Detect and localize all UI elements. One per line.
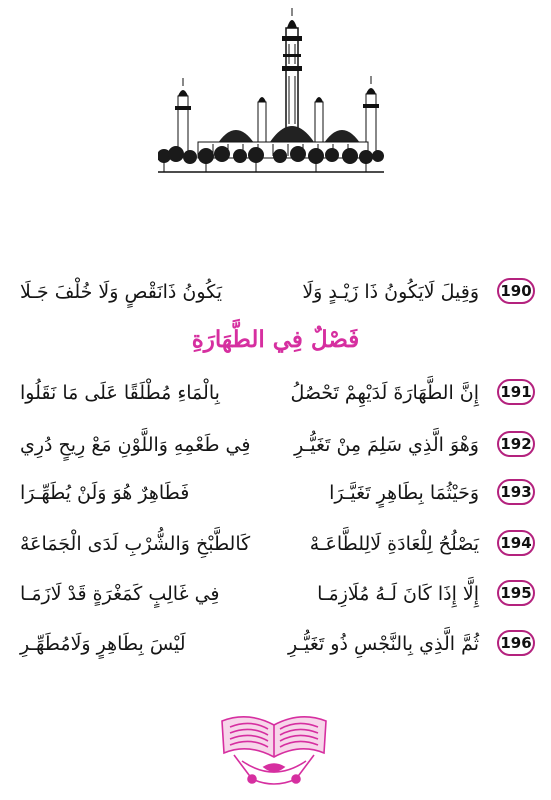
verse-second-hemistich: فَطَاهِرٌ هُوَ وَلَنْ يُطَهِّـرَا [20, 482, 190, 504]
verse-row [0, 574, 551, 614]
verse-first-hemistich: إِنَّ الطَّهَارَةَ لَدَيْهِمْ تَحْصُلُ [290, 382, 479, 404]
verse-second-hemistich: لَيْسَ بِطَاهِرٍ وَلَامُطَهِّـرِ [20, 633, 186, 655]
verse-row [0, 425, 551, 465]
verse-second-hemistich: يَكُونُ ذَانَقْصٍ وَلَا خُلْفَ جَـلَا [20, 281, 222, 303]
verse-second-hemistich: كَالطَّبْخِ وَالشُّرْبِ لَدَى الْجَمَاعَهْ [20, 533, 251, 555]
verse-row [0, 624, 551, 664]
verse-second-hemistich: فِي طَعْمِهِ وَاللَّوْنِ مَعْ رِيحٍ دُرِي [20, 434, 251, 456]
open-book-on-stand-icon [212, 703, 336, 789]
verse-row [0, 524, 551, 564]
verse-number-badge: 190 [497, 278, 535, 304]
verse-first-hemistich: إِلَّا إِذَا كَانَ لَـهُ مُلَازِمَـا [317, 583, 479, 605]
verse-number-badge: 196 [497, 630, 535, 656]
verse-first-hemistich: وَقِيلَ لَايَكُونُ ذَا زَيْـدٍ وَلَا [302, 281, 479, 303]
verse-first-hemistich: ثُمَّ الَّذِي بِالنَّجْسِ ذُو تَغَيُّـرِ [288, 633, 479, 655]
verse-first-hemistich: وَحَيْثُمَا بِطَاهِرٍ تَغَيَّـرَا [329, 482, 479, 504]
verse-first-hemistich: يَصْلُحُ لِلْعَادَةِ لَالِلطَّاعَـهْ [309, 533, 479, 555]
verse-second-hemistich: بِالْمَاءِ مُطْلَقًا عَلَى مَا نَقَلُوا [20, 382, 220, 404]
verse-number-badge: 191 [497, 379, 535, 405]
verse-number-badge: 195 [497, 580, 535, 606]
verse-number-badge: 193 [497, 479, 535, 505]
mosque-illustration-icon [158, 6, 384, 178]
verse-row [0, 473, 551, 513]
verse-first-hemistich: وَهْوَ الَّذِي سَلِمَ مِنْ تَغَيُّـرِ [294, 434, 479, 456]
verse-number-badge: 194 [497, 530, 535, 556]
verse-row [0, 373, 551, 413]
verse-number-badge: 192 [497, 431, 535, 457]
section-title: فَصْلٌ فِي الطَّهَارَةِ [191, 326, 360, 353]
verse-second-hemistich: فِي غَالِبٍ كَمَغْرَةٍ قَدْ لَازَمَـا [20, 583, 220, 605]
verse-row [0, 272, 551, 312]
